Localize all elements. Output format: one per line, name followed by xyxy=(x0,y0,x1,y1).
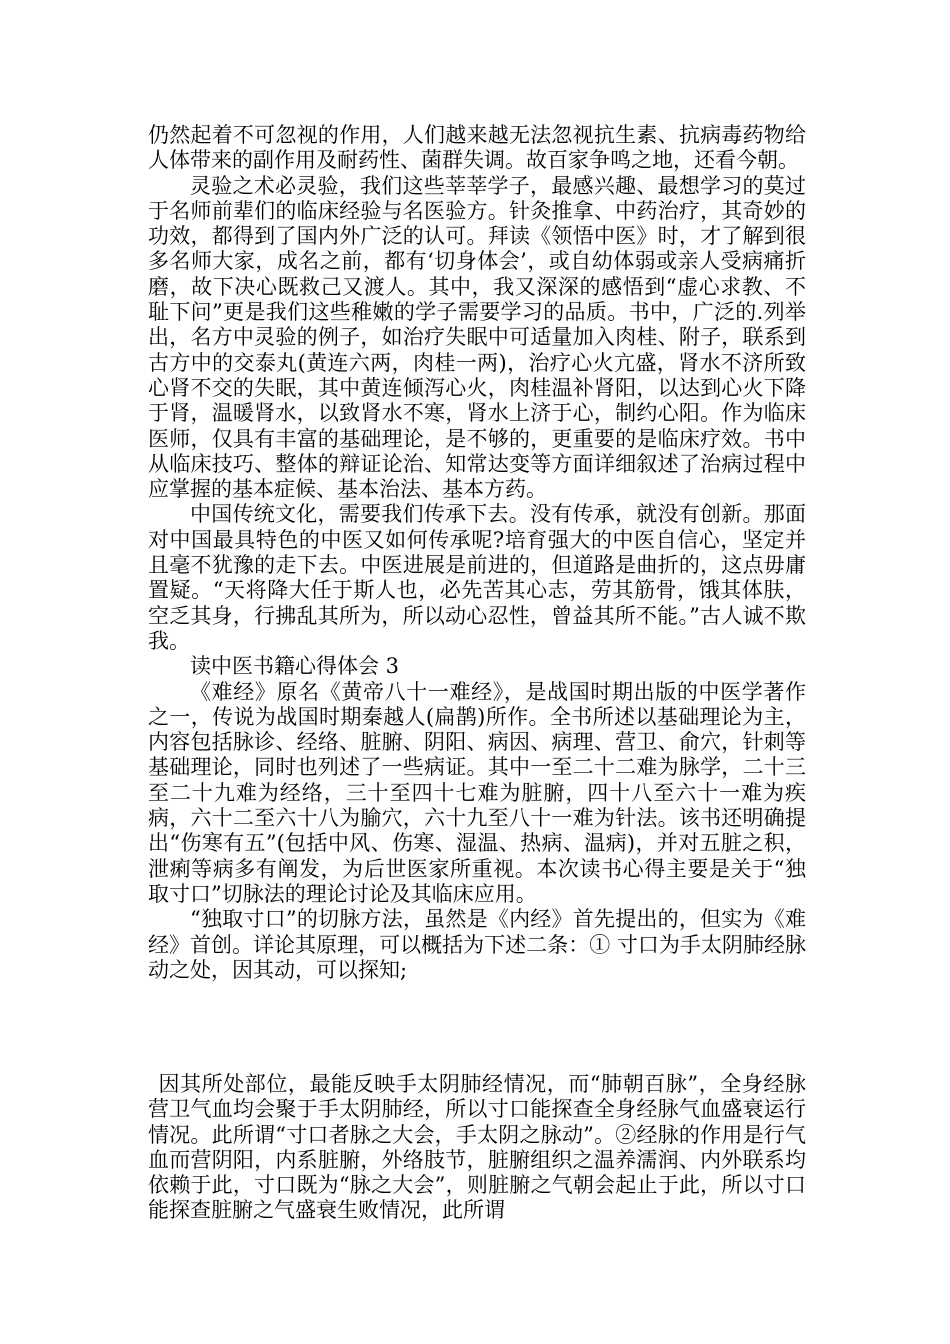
paragraph-nanjing-intro: 《难经》原名《黄帝八十一难经》，是战国时期出版的中医学著作之一，传说为战国时期秦越人(扁鹊)所作。全书所述以基础理论为主，内容包括脉诊、经络、脏腑、阴阳、病因、病理、营卫、俞穴，针刺等基础理论，同时也列述了一些病证。其中一至二十二难为脉学，二十三至二十九难为经络，三十至四十七难为脏腑，四十八至六十一难为疾病，六十二至六十八为腧穴，六十九至八十一难为针法。该书还明确提出“伤寒有五”(包括中风、伤寒、湿温、热病、温病)，并对五脏之积，泄痢等病多有阐发，为后世医家所重视。本次读书心得主要是关于“独取寸口”切脉法的理论讨论及其临床应用。 xyxy=(148,679,806,906)
paragraph-cunkou-reasoning: 因其所处部位，最能反映手太阴肺经情况，而“肺朝百脉”，全身经脉营卫气血均会聚于手太阴肺经，所以寸口能探查全身经脉气血盛衰运行情况。此所谓“寸口者脉之大会，手太阴之脉动”。②经脉的作用是行气血而营阴阳，内系脏腑，外络肢节，脏腑组织之温养濡润、内外联系均依赖于此，寸口既为“脉之大会”，则脏腑之气朝会起止于此，所以寸口能探查脏腑之气盛衰生败情况，此所谓 xyxy=(148,1072,806,1223)
text-block-lower xyxy=(148,1072,806,1224)
section-heading: 读中医书籍心得体会 3 xyxy=(190,654,400,679)
text-block-upper xyxy=(148,123,806,983)
paragraph-cunkou-method: “独取寸口”的切脉方法，虽然是《内经》首先提出的，但实为《难经》首创。详论其原理，可以概括为下述二条：① 寸口为手太阴肺经脉动之处，因其动，可以探知; xyxy=(148,907,806,982)
paragraph-tradition: 中国传统文化，需要我们传承下去。没有传承，就没有创新。那面对中国最具特色的中医又如何传承呢?培育强大的中医自信心，坚定并且毫不犹豫的走下去。中医进展是前进的，但道路是曲折的，这点毋庸置疑。“天将降大任于斯人也，必先苦其心志，劳其筋骨，饿其体肤，空乏其身，行拂乱其所为，所以动心忍性，曾益其所不能。”古人诚不欺我。 xyxy=(148,502,806,653)
paragraph-clinical-experience: 灵验之术必灵验，我们这些莘莘学子，最感兴趣、最想学习的莫过于名师前辈们的临床经验与名医验方。针灸推拿、中药治疗，其奇妙的功效，都得到了国内外广泛的认可。拜读《领悟中医》时，才了解到很多名师大家，成名之前，都有‘切身体会’，或自幼体弱或亲人受病痛折磨，故下决心既救己又渡人。其中，我又深深的感悟到“虚心求教、不耻下问”更是我们这些稚嫩的学子需要学习的品质。书中，广泛的.列举出，名方中灵验的例子，如治疗失眠中可适量加入肉桂、附子，联系到古方中的交泰丸(黄连六两，肉桂一两)，治疗心火亢盛，肾水不济所致心肾不交的失眠，其中黄连倾泻心火，肉桂温补肾阳，以达到心火下降于肾，温暖肾水，以致肾水不寒，肾水上济于心，制约心阳。作为临床医师，仅具有丰富的基础理论，是不够的，更重要的是临床疗效。书中从临床技巧、整体的辩证论治、知常达变等方面详细叙述了治病过程中应掌握的基本症候、基本治法、基本方药。 xyxy=(148,173,806,502)
paragraph-continuation: 仍然起着不可忽视的作用，人们越来越无法忽视抗生素、抗病毒药物给人体带来的副作用及耐药性、菌群失调。故百家争鸣之地，还看今朝。 xyxy=(148,123,806,173)
